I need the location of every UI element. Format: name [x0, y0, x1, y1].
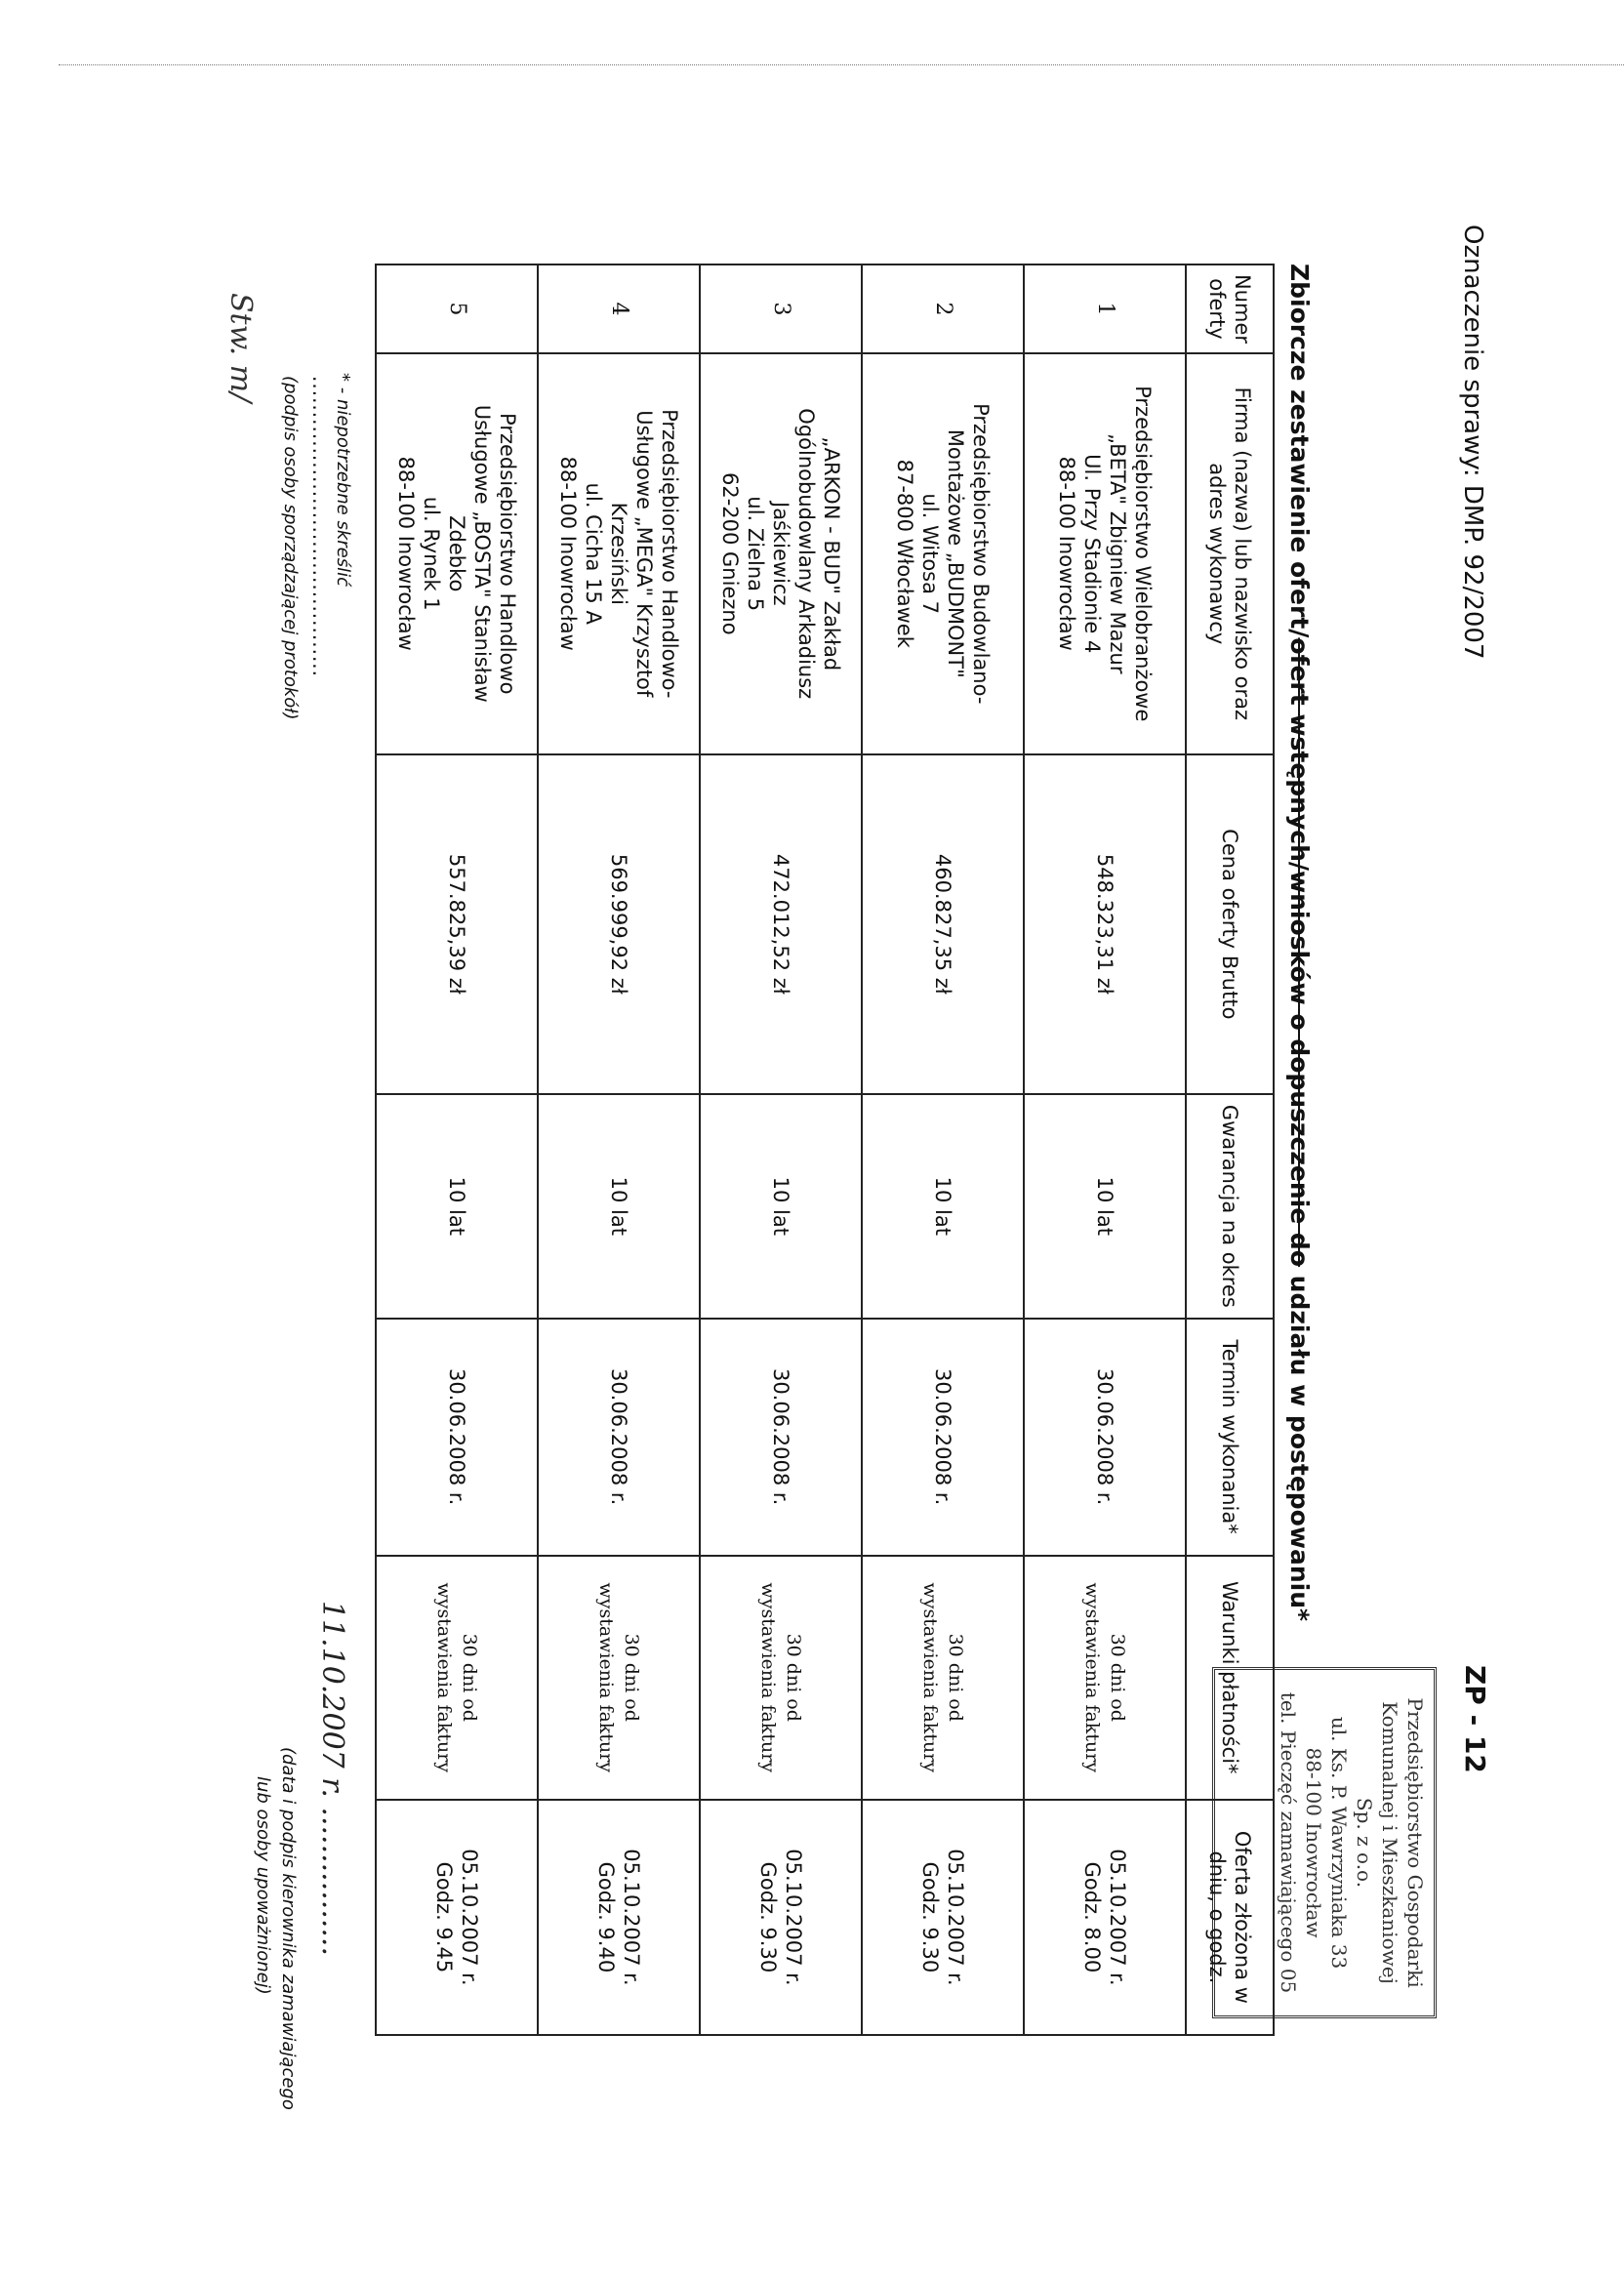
submitted-date: 05.10.2007 r.: [782, 1849, 805, 1986]
payment-cell: [376, 1556, 538, 1800]
title-struck-text: ofert wstępnych/wniosków o dopuszczenie do: [1285, 637, 1314, 1267]
header-firm: Firma (nazwa) lub nazwisko oraz adres wykonawcy: [1186, 353, 1274, 753]
firm-line: „ARKON - BUD" Zakład: [820, 436, 843, 671]
payment-line: wystawienia faktury: [919, 1582, 941, 1773]
firm-cell: [376, 353, 538, 753]
term-cell: 30.06.2008 r.: [1024, 1319, 1186, 1556]
term-cell: 30.06.2008 r.: [700, 1319, 862, 1556]
table-header-row: [1186, 264, 1274, 2035]
payment-line: wystawienia faktury: [757, 1582, 779, 1773]
firm-line: „BETA" Zbigniew Mazur: [1106, 433, 1129, 674]
guarantee-cell: 10 lat: [862, 1094, 1024, 1318]
guarantee-cell: 10 lat: [700, 1094, 862, 1318]
header-submitted: Oferta złożona w dniu, o godz.: [1186, 1800, 1274, 2035]
payment-line: 30 dni od: [1107, 1633, 1128, 1722]
submitted-date: 05.10.2007 r.: [944, 1849, 967, 1986]
submitted-date: 05.10.2007 r.: [1106, 1849, 1129, 1986]
firm-line: Zdebko: [445, 515, 468, 592]
stamp-line: Przedsiębiorstwo Gospodarki: [1403, 1697, 1427, 1988]
offer-number: 3: [700, 264, 862, 353]
term-cell: 30.06.2008 r.: [376, 1319, 538, 1556]
handwritten-note: Stw. m/: [223, 293, 258, 403]
price-cell: 569.999,92 zł: [538, 754, 700, 1095]
submitted-cell: [538, 1800, 700, 2035]
preparer-signature-line: ..........................................: [308, 376, 332, 678]
submitted-cell: [1024, 1800, 1186, 2035]
submitted-time: Godz. 9.30: [918, 1861, 942, 1973]
header-guarantee: Gwarancja na okres: [1186, 1094, 1274, 1318]
footnote: * - niepotrzebne skreślić: [333, 373, 353, 588]
header-term: Termin wykonania*: [1186, 1319, 1274, 1556]
firm-line: Ogólnobudowlany Arkadiusz: [794, 408, 818, 700]
header-payment: Warunki płatności*: [1186, 1556, 1274, 1800]
payment-line: wystawienia faktury: [1081, 1582, 1103, 1773]
submitted-cell: [376, 1800, 538, 2035]
firm-line: ul. Cicha 15 A: [582, 482, 605, 625]
term-cell: 30.06.2008 r.: [862, 1319, 1024, 1556]
stamp-line: 88-100 Inowrocław: [1302, 1747, 1325, 1938]
submitted-cell: [700, 1800, 862, 2035]
firm-line: Przedsiębiorstwo Handlowo-: [658, 409, 681, 699]
table-row: [862, 264, 1024, 2035]
payment-line: 30 dni od: [945, 1633, 966, 1722]
price-cell: 460.827,35 zł: [862, 754, 1024, 1095]
table-row: [700, 264, 862, 2035]
firm-line: Przedsiębiorstwo Handlowo: [496, 413, 519, 695]
submitted-date: 05.10.2007 r.: [458, 1849, 481, 1986]
payment-cell: [538, 1556, 700, 1800]
payment-cell: [862, 1556, 1024, 1800]
firm-line: ul. Witosa 7: [918, 493, 942, 615]
stamp-line: Komunalnej i Mieszkaniowej: [1378, 1701, 1401, 1984]
header-price: Cena oferty Brutto: [1186, 754, 1274, 1095]
guarantee-cell: 10 lat: [376, 1094, 538, 1318]
firm-line: Usługowe „MEGA" Krzysztof: [632, 410, 656, 698]
firm-line: Ul. Przy Stadionie 4: [1080, 454, 1104, 654]
submitted-date: 05.10.2007 r.: [620, 1849, 643, 1986]
offer-number: 4: [538, 264, 700, 353]
submitted-time: Godz. 9.45: [432, 1861, 456, 1973]
submitted-cell: [862, 1800, 1024, 2035]
firm-line: 88-100 Inowrocław: [1055, 456, 1078, 651]
firm-cell: [862, 353, 1024, 753]
firm-line: Jaśkiewicz: [769, 502, 792, 606]
table-row: [538, 264, 700, 2035]
payment-cell: [700, 1556, 862, 1800]
firm-cell: [700, 353, 862, 753]
offer-number: 1: [1024, 264, 1186, 353]
header-offer-number: Numer oferty: [1186, 264, 1274, 353]
payment-line: wystawienia faktury: [595, 1582, 617, 1773]
table-row: [376, 264, 538, 2035]
firm-line: 87-800 Włocławek: [893, 459, 916, 648]
firm-line: Krzesiński: [607, 502, 630, 605]
table-row: [1024, 264, 1186, 2035]
submitted-time: Godz. 9.30: [756, 1861, 780, 1973]
stamp-line: Sp. z o.o.: [1353, 1797, 1376, 1889]
guarantee-cell: 10 lat: [1024, 1094, 1186, 1318]
payment-line: 30 dni od: [783, 1633, 804, 1722]
payment-cell: [1024, 1556, 1186, 1800]
approval-date-signature: 11.10.2007 r. ................: [315, 1601, 349, 1956]
firm-line: Przedsiębiorstwo Budowlano-: [969, 403, 993, 705]
guarantee-cell: 10 lat: [538, 1094, 700, 1318]
case-number: Oznaczenie sprawy: DMP. 92/2007: [1458, 224, 1487, 660]
firm-line: 88-100 Inowrocław: [394, 456, 418, 651]
price-cell: 548.323,31 zł: [1024, 754, 1186, 1095]
document-title: [1285, 264, 1314, 1621]
firm-line: Przedsiębiorstwo Wielobranżowe: [1131, 386, 1155, 722]
payment-line: 30 dni od: [459, 1633, 480, 1722]
firm-line: ul. Rynek 1: [420, 496, 443, 611]
offers-table: [375, 264, 1275, 2036]
offer-number: 2: [862, 264, 1024, 353]
firm-line: Montażowe „BUDMONT": [944, 428, 967, 678]
submitted-time: Godz. 9.40: [594, 1861, 618, 1973]
payment-line: 30 dni od: [621, 1633, 642, 1722]
title-main: Zbiorcze zestawienie ofert/: [1285, 264, 1314, 638]
approval-caption: (data i podpis kierownika zamawiającego: [278, 1747, 299, 2110]
stamp-line: ul. Ks. P. Wawrzyniaka 33: [1327, 1716, 1351, 1970]
stamp-line: tel. Pieczęć zamawiającego 05: [1277, 1691, 1300, 1994]
firm-line: ul. Zielna 5: [744, 496, 767, 612]
form-code: ZP - 12: [1459, 1665, 1491, 1773]
approval-caption-2: lub osoby upoważnionej): [253, 1776, 273, 1995]
offer-number: 5: [376, 264, 538, 353]
firm-line: Usługowe „BOSTA" Stanisław: [470, 404, 494, 703]
preparer-signature-caption: (podpis osoby sporządzającej protokół): [280, 376, 301, 720]
title-end: udziału w postępowaniu*: [1285, 1266, 1314, 1622]
price-cell: 472.012,52 zł: [700, 754, 862, 1095]
submitted-time: Godz. 8.00: [1080, 1861, 1104, 1973]
price-cell: 557.825,39 zł: [376, 754, 538, 1095]
firm-line: 88-100 Inowrocław: [556, 456, 580, 651]
payment-line: wystawienia faktury: [433, 1582, 455, 1773]
term-cell: 30.06.2008 r.: [538, 1319, 700, 1556]
firm-line: 62-200 Gniezno: [718, 471, 742, 635]
firm-cell: [1024, 353, 1186, 753]
firm-cell: [538, 353, 700, 753]
